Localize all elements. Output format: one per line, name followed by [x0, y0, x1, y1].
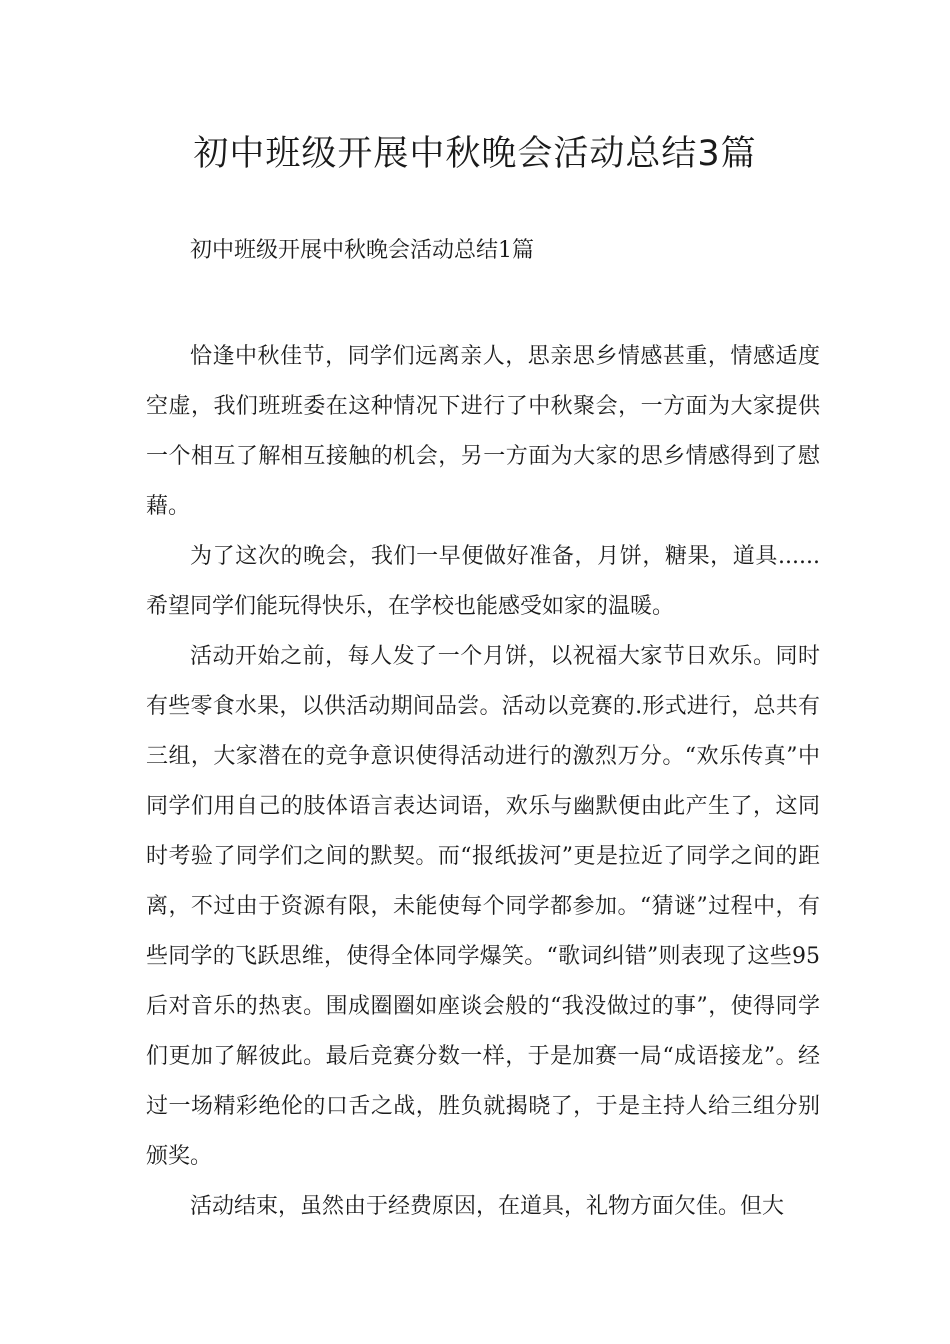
paragraph-1: 恰逢中秋佳节，同学们远离亲人，思亲思乡情感甚重，情感适度空虚，我们班班委在这种情况下进行了中秋聚会，一方面为大家提供一个相互了解相互接触的机会，另一方面为大家的思乡情感得到了慰藉。	[146, 344, 820, 519]
paragraph-3: 活动开始之前，每人发了一个月饼，以祝福大家节日欢乐。同时有些零食水果，以供活动期间品尝。活动以竞赛的.形式进行，总共有三组，大家潜在的竞争意识使得活动进行的激烈万分。“欢乐传真”中同学们用自己的肢体语言表达词语，欢乐与幽默便由此产生了，这同时考验了同学们之间的默契。而“报纸拔河”更是拉近了同学之间的距离，不过由于资源有限，未能使每个同学都参加。“猜谜”过程中，有些同学的飞跃思维，使得全体同学爆笑。“歌词纠错”则表现了这些95后对音乐的热衷。围成圈圈如座谈会般的“我没做过的事”，使得同学们更加了解彼此。最后竞赛分数一样，于是加赛一局“成语接龙”。经过一场精彩绝伦的口舌之战，胜负就揭晓了，于是主持人给三组分别颁奖。	[146, 644, 820, 1169]
document-body	[146, 332, 820, 1232]
paragraph-2: 为了这次的晚会，我们一早便做好准备，月饼，糖果，道具......希望同学们能玩得快乐，在学校也能感受如家的温暖。	[146, 544, 820, 619]
paragraph-4: 活动结束，虽然由于经费原因，在道具，礼物方面欠佳。但大	[190, 1194, 785, 1219]
document-title: 初中班级开展中秋晚会活动总结3篇	[193, 134, 757, 174]
document-subtitle: 初中班级开展中秋晚会活动总结1篇	[190, 238, 534, 263]
